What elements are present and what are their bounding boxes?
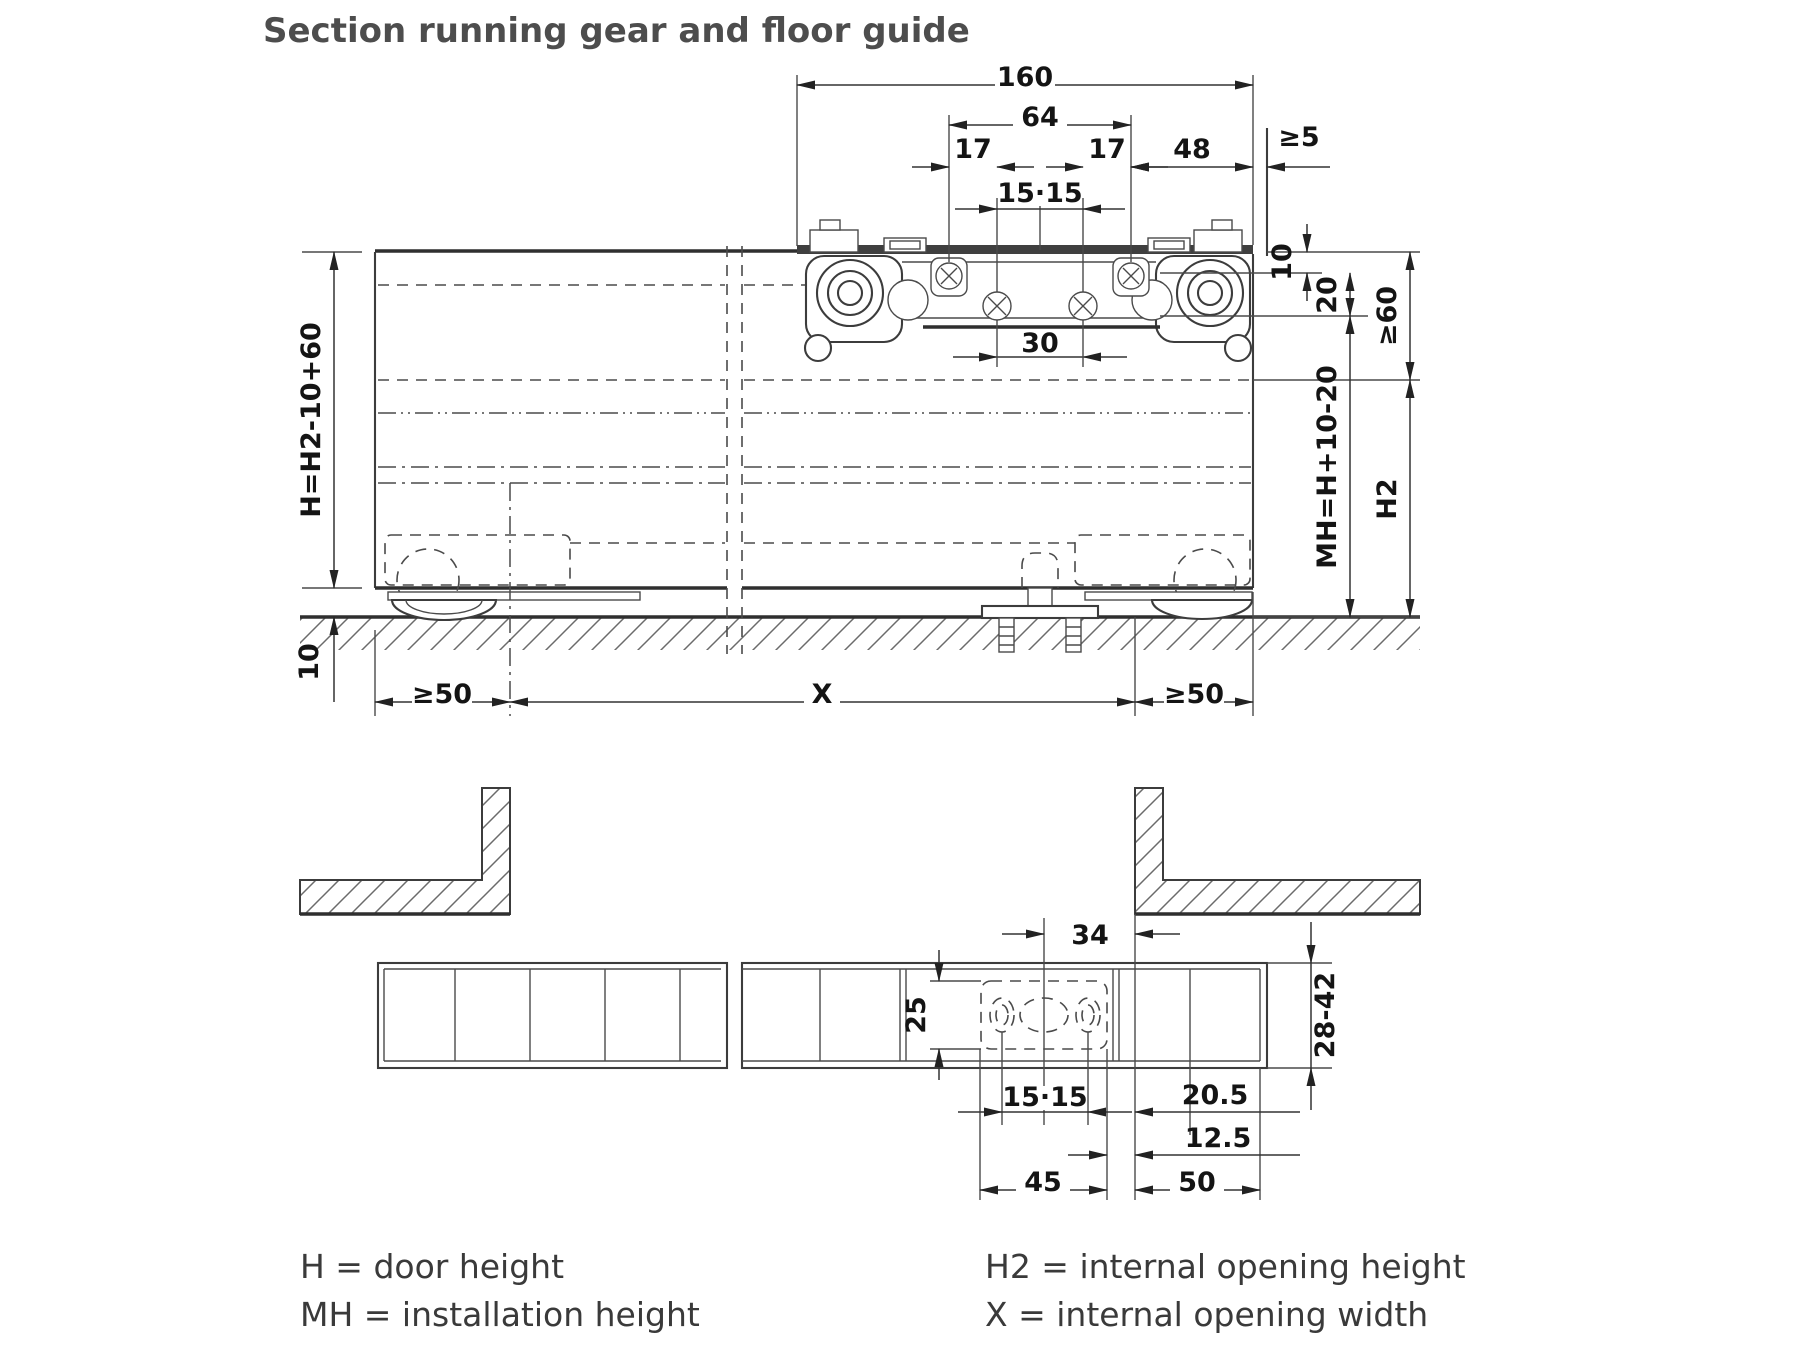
dim-28-42: 28-42 (1310, 971, 1341, 1059)
door-plan (378, 963, 1267, 1068)
legend (300, 1247, 1466, 1334)
dim-160: 160 (996, 62, 1054, 93)
dim-48: 48 (1173, 134, 1211, 165)
dim-h2: H2 (1372, 478, 1403, 520)
page-title: Section running gear and floor guide (263, 11, 970, 51)
break-lines-section (727, 246, 742, 654)
dim-15-15-bottom: 15·15 (1002, 1082, 1088, 1113)
dim-20: 20 (1312, 276, 1343, 314)
roller-left (817, 260, 883, 326)
dim-45: 45 (1024, 1167, 1062, 1198)
wall-left-plan (300, 788, 510, 914)
fixing-screws (931, 258, 1149, 320)
dim-ge50-right: ≥50 (1163, 679, 1225, 710)
dim-ge5: ≥5 (1278, 122, 1320, 153)
dim-15-15-top: 15·15 (997, 178, 1083, 209)
dim-17-right: 17 (1088, 134, 1126, 165)
dim-30: 30 (1021, 328, 1059, 359)
dim-mh: MH=H+10-20 (1312, 365, 1343, 569)
legend-h2: H2 = internal opening height (985, 1247, 1466, 1286)
dim-ge50-left: ≥50 (411, 679, 473, 710)
dim-h: H=H2-10+60 (296, 322, 327, 518)
track-clamp-left (810, 230, 858, 252)
legend-x: X = internal opening width (985, 1295, 1429, 1334)
dim-x: X (811, 679, 833, 710)
floor-section (300, 617, 1420, 650)
dim-25: 25 (901, 996, 932, 1034)
dim-20-5: 20.5 (1181, 1080, 1249, 1111)
bottom-roller-right (1075, 535, 1252, 619)
wall-right-plan (1135, 788, 1420, 914)
bottom-roller-left (385, 535, 640, 620)
legend-h: H = door height (300, 1247, 565, 1286)
dim-12-5: 12.5 (1184, 1123, 1252, 1154)
legend-mh: MH = installation height (300, 1295, 700, 1334)
dim-34: 34 (1071, 920, 1109, 951)
dim-17-left: 17 (954, 134, 992, 165)
dim-ge60: ≥60 (1372, 285, 1403, 347)
dim-10-bottom: 10 (294, 643, 325, 681)
dimension-door-height (296, 252, 362, 588)
dim-64: 64 (1021, 102, 1059, 133)
dim-10-right: 10 (1267, 243, 1298, 281)
dim-50: 50 (1178, 1167, 1216, 1198)
track-clamp-right (1194, 230, 1242, 252)
